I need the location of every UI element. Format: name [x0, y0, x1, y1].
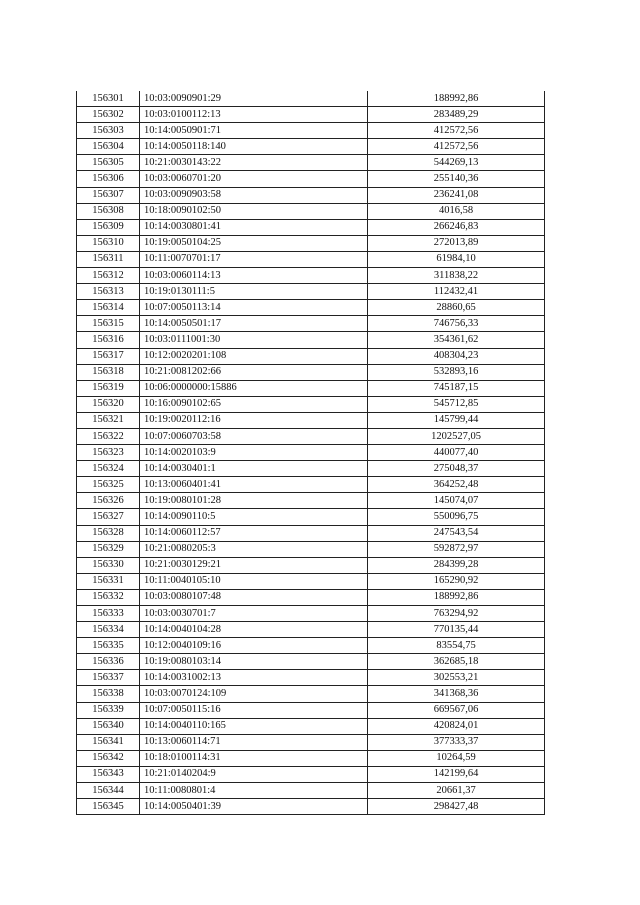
- row-id-cell: 156345: [77, 799, 140, 815]
- table-row: [77, 300, 545, 316]
- table-row: [77, 638, 545, 654]
- table-row: [77, 525, 545, 541]
- row-id-cell: 156330: [77, 557, 140, 573]
- row-id-cell: 156307: [77, 187, 140, 203]
- row-id-cell: 156342: [77, 750, 140, 766]
- amount-cell: 61984,10: [368, 251, 545, 267]
- cadastral-number-cell: 10:03:0111001:30: [140, 332, 368, 348]
- row-id-cell: 156343: [77, 766, 140, 782]
- row-id-cell: 156304: [77, 139, 140, 155]
- row-id-cell: 156309: [77, 219, 140, 235]
- cadastral-number-cell: 10:21:0080205:3: [140, 541, 368, 557]
- cadastral-number-cell: 10:03:0060114:13: [140, 268, 368, 284]
- cadastral-number-cell: 10:14:0050401:39: [140, 799, 368, 815]
- amount-cell: 247543,54: [368, 525, 545, 541]
- cadastral-number-cell: 10:21:0081202:66: [140, 364, 368, 380]
- amount-cell: 544269,13: [368, 155, 545, 171]
- row-id-cell: 156331: [77, 573, 140, 589]
- amount-cell: 298427,48: [368, 799, 545, 815]
- amount-cell: 165290,92: [368, 573, 545, 589]
- cadastral-number-cell: 10:14:0090110:5: [140, 509, 368, 525]
- table-row: [77, 251, 545, 267]
- table-row: [77, 396, 545, 412]
- amount-cell: 10264,59: [368, 750, 545, 766]
- amount-cell: 770135,44: [368, 622, 545, 638]
- cadastral-number-cell: 10:11:0040105:10: [140, 573, 368, 589]
- row-id-cell: 156327: [77, 509, 140, 525]
- cadastral-number-cell: 10:03:0090901:29: [140, 91, 368, 107]
- table-row: [77, 219, 545, 235]
- row-id-cell: 156344: [77, 783, 140, 799]
- amount-cell: 354361,62: [368, 332, 545, 348]
- cadastral-number-cell: 10:21:0030143:22: [140, 155, 368, 171]
- table-row: [77, 750, 545, 766]
- cadastral-number-cell: 10:19:0080101:28: [140, 493, 368, 509]
- table-row: [77, 268, 545, 284]
- cadastral-number-cell: 10:03:0080107:48: [140, 589, 368, 605]
- table-row: [77, 91, 545, 107]
- amount-cell: 145799,44: [368, 412, 545, 428]
- amount-cell: 550096,75: [368, 509, 545, 525]
- amount-cell: 188992,86: [368, 589, 545, 605]
- cadastral-number-cell: 10:13:0060401:41: [140, 477, 368, 493]
- row-id-cell: 156329: [77, 541, 140, 557]
- cadastral-number-cell: 10:14:0060112:57: [140, 525, 368, 541]
- amount-cell: 763294,92: [368, 606, 545, 622]
- row-id-cell: 156333: [77, 606, 140, 622]
- cadastral-number-cell: 10:14:0040110:165: [140, 718, 368, 734]
- cadastral-number-cell: 10:11:0080801:4: [140, 783, 368, 799]
- cadastral-number-cell: 10:14:0050118:140: [140, 139, 368, 155]
- amount-cell: 275048,37: [368, 461, 545, 477]
- table-row: [77, 445, 545, 461]
- row-id-cell: 156302: [77, 107, 140, 123]
- data-table: [76, 91, 545, 815]
- table-row: [77, 686, 545, 702]
- table-row: [77, 171, 545, 187]
- amount-cell: 420824,01: [368, 718, 545, 734]
- table-row: [77, 557, 545, 573]
- row-id-cell: 156340: [77, 718, 140, 734]
- amount-cell: 142199,64: [368, 766, 545, 782]
- table-row: [77, 654, 545, 670]
- amount-cell: 545712,85: [368, 396, 545, 412]
- cadastral-number-cell: 10:16:0090102:65: [140, 396, 368, 412]
- cadastral-number-cell: 10:03:0100112:13: [140, 107, 368, 123]
- row-id-cell: 156341: [77, 734, 140, 750]
- cadastral-number-cell: 10:19:0020112:16: [140, 412, 368, 428]
- table-row: [77, 107, 545, 123]
- table-row: [77, 412, 545, 428]
- cadastral-number-cell: 10:03:0060701:20: [140, 171, 368, 187]
- table-body: [77, 91, 545, 815]
- table-row: [77, 139, 545, 155]
- table-row: [77, 348, 545, 364]
- amount-cell: 746756,33: [368, 316, 545, 332]
- amount-cell: 145074,07: [368, 493, 545, 509]
- table-row: [77, 799, 545, 815]
- amount-cell: 532893,16: [368, 364, 545, 380]
- row-id-cell: 156328: [77, 525, 140, 541]
- table-row: [77, 332, 545, 348]
- row-id-cell: 156321: [77, 412, 140, 428]
- amount-cell: 112432,41: [368, 284, 545, 300]
- row-id-cell: 156319: [77, 380, 140, 396]
- table-row: [77, 364, 545, 380]
- row-id-cell: 156334: [77, 622, 140, 638]
- cadastral-number-cell: 10:14:0050501:17: [140, 316, 368, 332]
- table-row: [77, 509, 545, 525]
- row-id-cell: 156324: [77, 461, 140, 477]
- table-row: [77, 589, 545, 605]
- table-row: [77, 541, 545, 557]
- amount-cell: 669567,06: [368, 702, 545, 718]
- row-id-cell: 156323: [77, 445, 140, 461]
- table-row: [77, 606, 545, 622]
- cadastral-number-cell: 10:03:0070124:109: [140, 686, 368, 702]
- cadastral-number-cell: 10:18:0100114:31: [140, 750, 368, 766]
- amount-cell: 272013,89: [368, 235, 545, 251]
- amount-cell: 745187,15: [368, 380, 545, 396]
- table-row: [77, 235, 545, 251]
- cadastral-number-cell: 10:21:0030129:21: [140, 557, 368, 573]
- amount-cell: 284399,28: [368, 557, 545, 573]
- cadastral-number-cell: 10:13:0060114:71: [140, 734, 368, 750]
- row-id-cell: 156310: [77, 235, 140, 251]
- row-id-cell: 156315: [77, 316, 140, 332]
- amount-cell: 236241,08: [368, 187, 545, 203]
- cadastral-number-cell: 10:03:0030701:7: [140, 606, 368, 622]
- cadastral-number-cell: 10:14:0030801:41: [140, 219, 368, 235]
- row-id-cell: 156305: [77, 155, 140, 171]
- cadastral-number-cell: 10:14:0031002:13: [140, 670, 368, 686]
- amount-cell: 1202527,05: [368, 428, 545, 444]
- cadastral-number-cell: 10:07:0050113:14: [140, 300, 368, 316]
- amount-cell: 412572,56: [368, 123, 545, 139]
- amount-cell: 83554,75: [368, 638, 545, 654]
- row-id-cell: 156303: [77, 123, 140, 139]
- table-row: [77, 493, 545, 509]
- table-row: [77, 783, 545, 799]
- row-id-cell: 156317: [77, 348, 140, 364]
- cadastral-number-cell: 10:07:0050115:16: [140, 702, 368, 718]
- row-id-cell: 156322: [77, 428, 140, 444]
- table-row: [77, 718, 545, 734]
- amount-cell: 255140,36: [368, 171, 545, 187]
- row-id-cell: 156308: [77, 203, 140, 219]
- cadastral-number-cell: 10:19:0080103:14: [140, 654, 368, 670]
- amount-cell: 266246,83: [368, 219, 545, 235]
- cadastral-number-cell: 10:12:0040109:16: [140, 638, 368, 654]
- row-id-cell: 156336: [77, 654, 140, 670]
- table-row: [77, 428, 545, 444]
- amount-cell: 362685,18: [368, 654, 545, 670]
- amount-cell: 302553,21: [368, 670, 545, 686]
- amount-cell: 408304,23: [368, 348, 545, 364]
- row-id-cell: 156332: [77, 589, 140, 605]
- row-id-cell: 156306: [77, 171, 140, 187]
- table-row: [77, 123, 545, 139]
- cadastral-number-cell: 10:12:0020201:108: [140, 348, 368, 364]
- cadastral-number-cell: 10:07:0060703:58: [140, 428, 368, 444]
- cadastral-number-cell: 10:18:0090102:50: [140, 203, 368, 219]
- row-id-cell: 156335: [77, 638, 140, 654]
- table-row: [77, 155, 545, 171]
- table-row: [77, 477, 545, 493]
- amount-cell: 341368,36: [368, 686, 545, 702]
- table-row: [77, 622, 545, 638]
- row-id-cell: 156312: [77, 268, 140, 284]
- table-row: [77, 461, 545, 477]
- row-id-cell: 156326: [77, 493, 140, 509]
- table-row: [77, 670, 545, 686]
- table-row: [77, 203, 545, 219]
- cadastral-number-cell: 10:19:0050104:25: [140, 235, 368, 251]
- table-row: [77, 573, 545, 589]
- row-id-cell: 156320: [77, 396, 140, 412]
- amount-cell: 4016,58: [368, 203, 545, 219]
- cadastral-number-cell: 10:21:0140204:9: [140, 766, 368, 782]
- row-id-cell: 156316: [77, 332, 140, 348]
- row-id-cell: 156318: [77, 364, 140, 380]
- amount-cell: 20661,37: [368, 783, 545, 799]
- row-id-cell: 156337: [77, 670, 140, 686]
- row-id-cell: 156311: [77, 251, 140, 267]
- amount-cell: 440077,40: [368, 445, 545, 461]
- cadastral-number-cell: 10:06:0000000:15886: [140, 380, 368, 396]
- cadastral-number-cell: 10:14:0030401:1: [140, 461, 368, 477]
- table-row: [77, 734, 545, 750]
- table-row: [77, 702, 545, 718]
- cadastral-number-cell: 10:14:0050901:71: [140, 123, 368, 139]
- table-row: [77, 316, 545, 332]
- row-id-cell: 156313: [77, 284, 140, 300]
- table-row: [77, 187, 545, 203]
- table-row: [77, 284, 545, 300]
- amount-cell: 188992,86: [368, 91, 545, 107]
- row-id-cell: 156339: [77, 702, 140, 718]
- cadastral-number-cell: 10:03:0090903:58: [140, 187, 368, 203]
- amount-cell: 28860,65: [368, 300, 545, 316]
- row-id-cell: 156325: [77, 477, 140, 493]
- cadastral-number-cell: 10:19:0130111:5: [140, 284, 368, 300]
- cadastral-number-cell: 10:14:0020103:9: [140, 445, 368, 461]
- row-id-cell: 156338: [77, 686, 140, 702]
- table-row: [77, 766, 545, 782]
- cadastral-number-cell: 10:11:0070701:17: [140, 251, 368, 267]
- amount-cell: 412572,56: [368, 139, 545, 155]
- cadastral-number-cell: 10:14:0040104:28: [140, 622, 368, 638]
- amount-cell: 377333,37: [368, 734, 545, 750]
- amount-cell: 283489,29: [368, 107, 545, 123]
- table-row: [77, 380, 545, 396]
- row-id-cell: 156314: [77, 300, 140, 316]
- row-id-cell: 156301: [77, 91, 140, 107]
- amount-cell: 364252,48: [368, 477, 545, 493]
- amount-cell: 311838,22: [368, 268, 545, 284]
- amount-cell: 592872,97: [368, 541, 545, 557]
